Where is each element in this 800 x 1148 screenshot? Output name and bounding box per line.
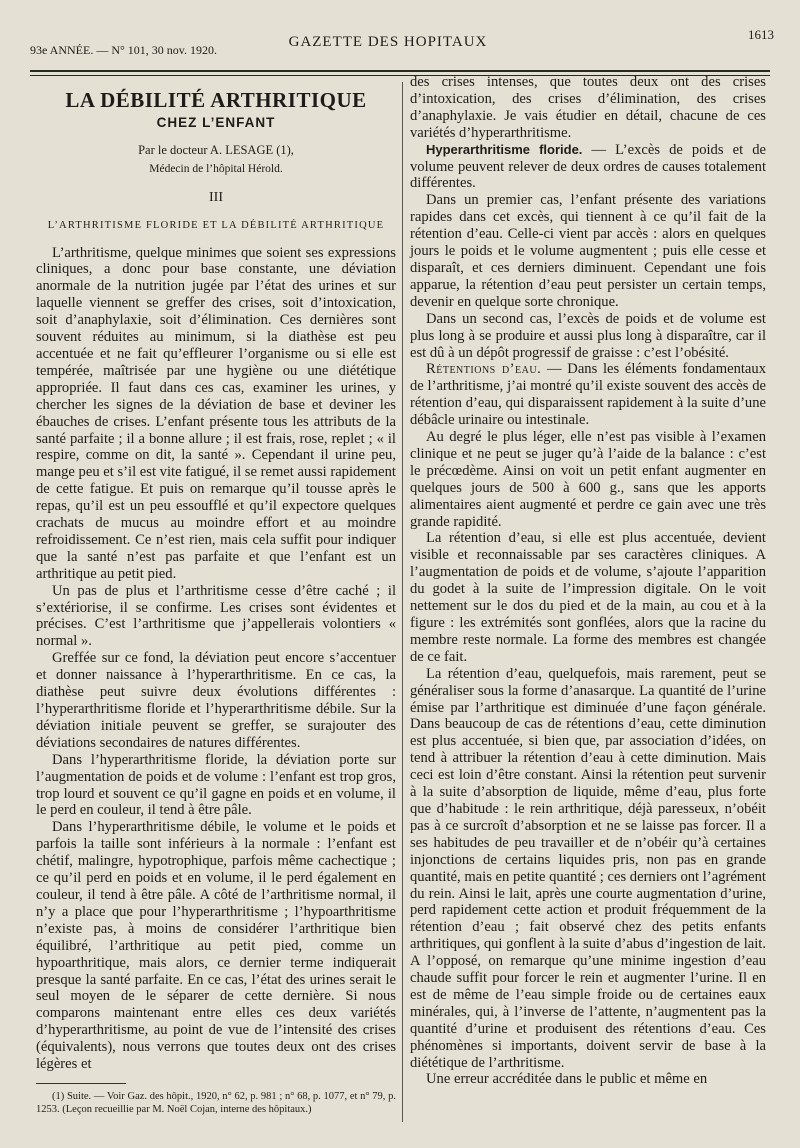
section-heading: L’ARTHRITISME FLORIDE ET LA DÉBILITÉ ARTHRITIQUE <box>47 219 385 231</box>
footnote-rule <box>36 1083 126 1084</box>
run-in-heading: Rétentions d’eau. <box>426 361 542 378</box>
paragraph: Un pas de plus et l’arthritisme cesse d’être caché ; il s’extériorise, il se confirme. Les crises sont évidentes et précises. C’est l’arthritisme que j’appellerais volontiers « normal ». <box>36 582 396 650</box>
journal-title: GAZETTE DES HOPITAUX <box>288 34 488 50</box>
paragraph: Une erreur accréditée dans le public et même en <box>426 1071 708 1088</box>
paragraph: des crises intenses, que toutes deux ont des crises d’intoxication, des crises d’élimination, des crises d’anaphylaxie. Je vais étudier en détail, chacune de ces variétés d’hyperarthritisme. <box>410 74 766 141</box>
paragraph: La rétention d’eau, quelquefois, mais rarement, peut se généraliser sous la forme d’anasarque. La quantité de l’urine émise par l’arthritique est diminuée d’une façon générale. Dans beaucoup de cas de rétentions d’eau, cette diminution est plus accentuée, si bien que, par association d’idées, on tend à attribuer la rétention d’eau à cette diminution. Mais ceci est loin d’être constant. Ainsi la rétention peut survenir à la suite d’absorption de liquide, même d’eau, plus forte que d’habitude : le rein arthritique, déjà paresseux, n’obéit pas à ce surcroît d’absorption et ne se laisse pas forcer. Il a ses habitudes de peu travailler et de n’obéir qu’à certaines injonctions de certains liquides pris, non pas en grande quantité, mais en petite quantité ; ces derniers ont l’agrément du rein. Ainsi le lait, après une courte augmentation d’urine, perd rapidement cette action et produit fréquemment de la rétention d’eau ; fait observé chez des petits enfants arthritiques, qui gonflent à la suite d’abus d’ingestion de lait. A l’opposé, on remarque qu’une minime ingestion d’eau chaude suffit pour forcer le rein et augmenter l’urine. Il en est de même de l’eau simple froide ou de certaines eaux minérales, qui, à l’inverse de l’attente, n’augmentent pas la quantité d’urine et produisent des rétentions d’eau. Ces phénomènes si importants, doivent servir de base à la diététique de l’arthritisme. <box>410 665 766 1071</box>
page-number: 1613 <box>748 27 774 42</box>
right-column <box>410 74 766 1088</box>
paragraph: La rétention d’eau, si elle est plus accentuée, devient visible et reconnaissable par ses caractères cliniques. A l’augmentation de poids et de volume, s’ajoute l’apparition du godet à la suite de l’impression digitale. On le voit nettement sur le dos du pied et de la main, au cou et à la figure : les extrémités sont gonflées, alors que la racine du membre reste normale. La forme des membres est changée de ce fait. <box>410 530 766 665</box>
article-title: LA DÉBILITÉ ARTHRITIQUE <box>65 88 367 112</box>
paragraph: Dans un premier cas, l’enfant présente des variations rapides dans cet excès, qui tiennent à ce qu’il fait de la rétention d’eau. Celle-ci vient par accès : alors en quelques jours le poids et le volume augmentent ; puis elle cesse et disparaît, et ces derniers diminuent. Cependant une fois apparue, la rétention d’eau peut persister un certain temps, devenir en quelque sorte chronique. <box>410 192 766 310</box>
paragraph: Au degré le plus léger, elle n’est pas visible à l’examen clinique et ne peut se juger qu’à l’aide de la balance : c’est le précœdème. Ainsi on voit un petit enfant augmenter en quelques jours de 500 à 600 g., sans que les apports alimentaires aient augmenté et perdre ce gain avec une très grande rapidité. <box>410 429 766 530</box>
issue-line: 93e ANNÉE. — N° 101, 30 nov. 1920. <box>30 43 218 57</box>
paragraph: Dans l’hyperarthritisme débile, le volume et le poids et parfois la taille sont inférieurs à la normale : l’enfant est chétif, malingre, hypotrophique, parfois même cachectique ; ce qu’il perd en poids et en volume, il le perd également en couleur, il tend à être pâle. A côté de l’arthritisme normal, il n’y a place que pour l’hyperarthritisme ; l’hypoarthritisme n’existe pas, à moins de considérer l’arthritique bien équilibré, l’arthritique au petit pied, comme un hypoarthritique, mais alors, ce dernier terme indiquerait presque la santé parfaite. En ce cas, l’état des urines serait le seul moyen de le séparer de cette dernière. Si nous comparons maintenant entre elles ces deux variétés d’hyperarthritisme, au point de vue de l’intensité des crises (équivalents), nous verrons que toutes deux ont des crises légères et <box>36 819 396 1073</box>
paragraph-text: — Dans les éléments fondamentaux de l’arthritisme, j’ai montré qu’il existe souvent des accès de rétention d’eau, qui disparaissent rapidement à la suite d’une débâcle urinaire ou intestinale. <box>410 361 767 429</box>
paragraph: Dans un second cas, l’excès de poids et de volume est plus long à se produire et aussi plus long à disparaître, car il est dû à un dépôt progressif de graisse : c’est l’obésité. <box>410 310 766 361</box>
footnote: (1) Suite. — Voir Gaz. des hôpit., 1920, n° 62, p. 981 ; n° 68, p. 1077, et n° 79, p. 1253. (Leçon recueillie par M. Noël Cojan, interne des hôpitaux.) <box>36 1090 396 1115</box>
part-number: III <box>209 189 223 205</box>
paragraph: Dans l’hyperarthritisme floride, la déviation porte sur l’augmentation de poids et de volume : l’enfant est trop gros, trop lourd et souvent ce qu’il gagne en poids et en volume, il le perd en couleur, il tend à être pâle. <box>36 751 396 819</box>
left-column <box>36 88 396 1116</box>
paragraph: L’arthritisme, quelque minimes que soient ses expressions cliniques, a donc pour base constante, une déviation anormale de la nutrition jugée par l’état des urines et sur laquelle viennent se greffer des crises, soit d’intoxication, soit d’anaphylaxie, soit d’élimination. Ces dernières sont souvent réduites au minimum, si la diathèse est peu accentuée et ne fait qu’effleurer l’organisme ou si elle est tempérée, maîtrisée par une hygiène ou une diététique appropriée. Il faut dans ces cas, examiner les urines, y chercher les signes de la déviation de base et deviner les ébauches de crises. L’enfant présente tous les attributs de la santé parfaite ; il a bonne allure ; il est frais, rose, replet ; « il respire, comme on dit, la santé ». Cependant il urine peu, mange peu et s’il est vite fatigué, il se remet aussi rapidement de cette fatigue. Et puis on remarque qu’il tousse après le repas, qu’il est un peu essoufflé et qu’il expectore quelques crachats de mucus au moindre effort et au moindre refroidissement. Ce n’est rien, mais cela suffit pour indiquer que la santé n’est pas parfaite et que l’enfant est un arthritique au petit pied. <box>36 244 396 582</box>
affiliation: Médecin de l’hôpital Hérold. <box>149 162 283 175</box>
paragraph: Greffée sur ce fond, la déviation peut encore s’accentuer et donner naissance à l’hyperarthritisme. En ce cas, la diathèse peut suivre deux évolutions différentes : l’hyperarthritisme floride et l’hyperarthritisme débile. Sur la déviation initiale peuvent se greffer, se surajouter des déviations secondaires de natures différentes. <box>36 650 396 751</box>
article-subtitle: CHEZ L’ENFANT <box>156 114 276 130</box>
run-in-heading: Hyperarthritisme floride. <box>426 141 583 157</box>
paragraph <box>410 361 766 429</box>
paragraph-text: — L’excès de poids et de volume peuvent relever de deux ordres de causes totalement différentes. <box>410 141 766 192</box>
paragraph <box>410 142 766 193</box>
header-rule-thick <box>30 70 770 72</box>
column-divider <box>402 82 403 1122</box>
byline: Par le docteur A. LESAGE (1), <box>138 142 294 157</box>
